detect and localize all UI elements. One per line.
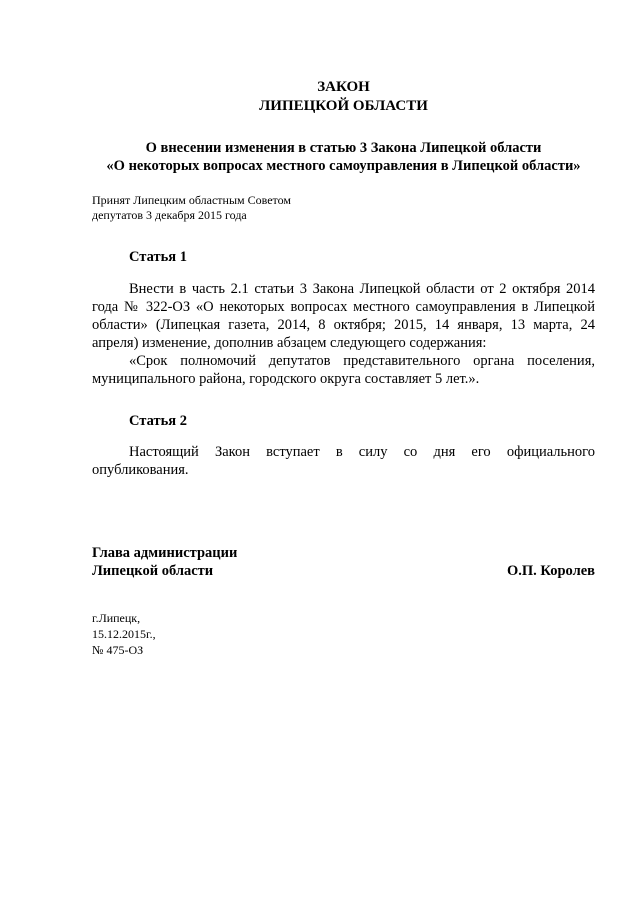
subject-line-2: «О некоторых вопросах местного самоуправления в Липецкой области» [106, 158, 581, 174]
law-title: ЗАКОН [317, 79, 370, 95]
document-title [92, 78, 595, 116]
article-1-paragraph-2: «Срок полномочий депутатов представительного органа поселения, муниципального района, городского округа составляет 5 лет.». [92, 353, 595, 387]
signature-block [92, 544, 595, 580]
article-1-paragraph-1: Внести в часть 2.1 статьи 3 Закона Липецкой области от 2 октября 2014 года № 322-ОЗ «О некоторых вопросах местного самоуправления в Липецкой области» (Липецкая газета, 2014, 8 октября; 2015, 14 января, 13 марта, 24 апреля) изменение, дополнив абзацем следующего содержания: [92, 281, 595, 351]
article-1-heading: Статья 1 [129, 249, 187, 265]
adoption-note [92, 193, 595, 223]
signature-row [92, 562, 595, 580]
article-2-paragraph-1: Настоящий Закон вступает в силу со дня его официального опубликования. [92, 444, 595, 478]
signatory-name: О.П. Королев [507, 563, 595, 579]
subject-line-1: О внесении изменения в статью 3 Закона Липецкой области [145, 140, 542, 156]
law-document [92, 78, 595, 479]
signatory-position-line-1: Глава администрации [92, 545, 238, 561]
footer-date: 15.12.2015г., [92, 627, 156, 641]
document-footer [92, 610, 156, 658]
article-2-heading: Статья 2 [129, 413, 187, 429]
region-title: ЛИПЕЦКОЙ ОБЛАСТИ [259, 98, 428, 114]
adoption-line-1: Принят Липецким областным Советом [92, 193, 291, 207]
footer-number: № 475-ОЗ [92, 643, 144, 657]
signatory-position-line-2: Липецкой области [92, 563, 214, 579]
document-subject [92, 139, 595, 175]
footer-place: г.Липецк, [92, 611, 141, 625]
adoption-line-2: депутатов 3 декабря 2015 года [92, 208, 247, 222]
